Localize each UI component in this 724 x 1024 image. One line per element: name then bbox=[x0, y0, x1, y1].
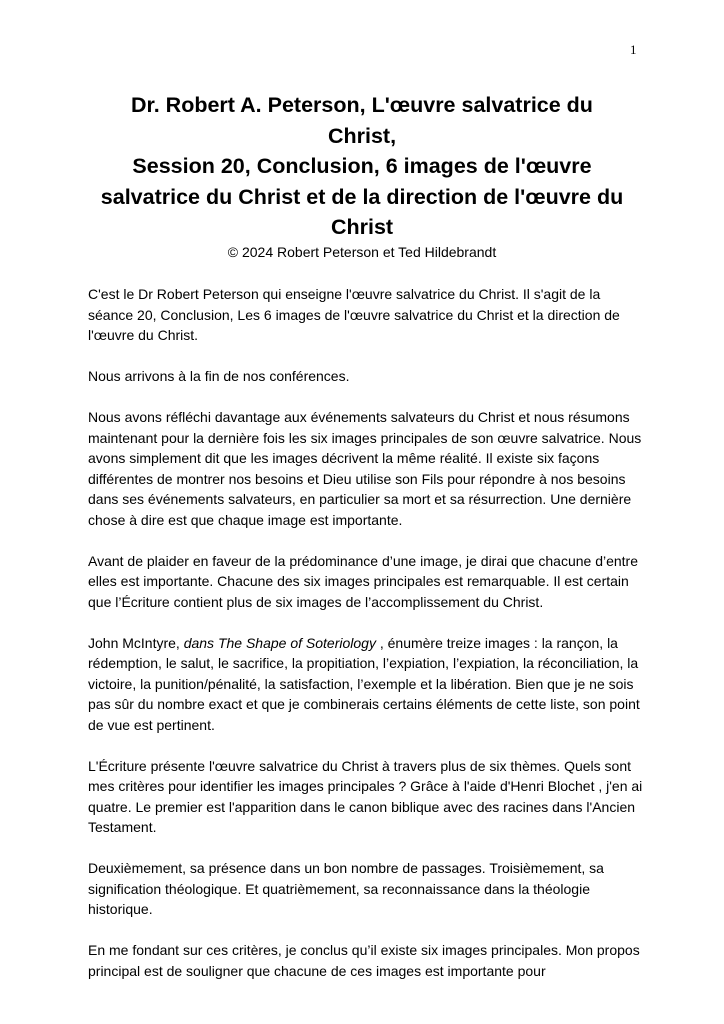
page-number: 1 bbox=[630, 42, 637, 57]
paragraph: C'est le Dr Robert Peterson qui enseigne l'œuvre salvatrice du Christ. Il s'agit de la séance 20, Conclusion, Les 6 images de l'œuvre salvatrice du Christ et la direction de l'œuvre du Christ. bbox=[88, 286, 620, 343]
paragraph-text: John McIntyre, bbox=[88, 634, 184, 651]
book-title-italic: dans The Shape of Soteriology bbox=[183, 634, 376, 651]
document-title bbox=[80, 90, 644, 243]
title-line: Dr. Robert A. Peterson, L'œuvre salvatrice du bbox=[131, 93, 593, 117]
paragraph: L'Écriture présente l'œuvre salvatrice du Christ à travers plus de six thèmes. Quels sont mes critères pour identifier les images principales ? Grâce à l'aide d'Henri Blochet , j'en ai quatre. Le premier est l'apparition dans le canon biblique avec des racines dans l'Ancien Testament. bbox=[88, 757, 643, 835]
title-line: Christ bbox=[330, 215, 394, 239]
title-line: Session 20, Conclusion, 6 images de l'œuvre bbox=[132, 154, 592, 178]
title-line: Christ, bbox=[327, 123, 397, 148]
copyright-line: © 2024 Robert Peterson et Ted Hildebrandt bbox=[227, 243, 497, 260]
paragraph: Nous arrivons à la fin de nos conférences. bbox=[88, 368, 350, 384]
paragraph: En me fondant sur ces critères, je conclus qu’il existe six images principales. Mon propos principal est de souligner que chacune de ces images est importante pour bbox=[88, 942, 640, 979]
paragraph: Nous avons réfléchi davantage aux événements salvateurs du Christ et nous résumons maintenant pour la dernière fois les six images principales de son œuvre salvatrice. Nous avons simplement dit que les images décrivent la même réalité. Il existe six façons différentes de montrer nos besoins et Dieu utilise son Fils pour répondre à nos besoins dans ses événements salvateurs, en particulier sa mort et sa résurrection. Une dernière chose à dire est que chaque image est importante. bbox=[88, 409, 642, 528]
paragraph: Deuxièmement, sa présence dans un bon nombre de passages. Troisièmement, sa signification théologique. Et quatrièmement, sa reconnaissance dans la théologie historique. bbox=[88, 860, 604, 917]
document-body bbox=[88, 284, 648, 1002]
paragraph-text: , énumère treize images : la rançon, la rédemption, le salut, le sacrifice, la propitiation, l’expiation, l’expiation, la réconciliation, la victoire, la punition/pénalité, la satisfaction, l’exemple et la libération. Bien que je ne sois pas sûr du nombre exact et que je combinerais certains éléments de cette liste, son point de vue est pertinent. bbox=[88, 634, 640, 733]
paragraph-mcintyre bbox=[88, 633, 648, 736]
title-line: salvatrice du Christ et de la direction de l'œuvre du bbox=[100, 184, 624, 209]
paragraph: Avant de plaider en faveur de la prédominance d’une image, je dirai que chacune d’entre elles est importante. Chacune des six images principales est remarquable. Il est certain que l’Écriture contient plus de six images de l’accomplissement du Christ. bbox=[88, 552, 638, 610]
title-block bbox=[80, 90, 644, 261]
